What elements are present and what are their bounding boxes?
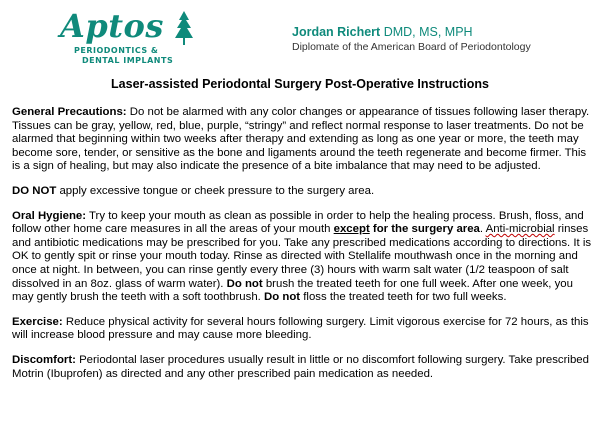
emphasis-surgery-area: for the surgery area <box>369 223 480 236</box>
section-text: Do not be alarmed with any color changes or appearance of tissues following laser therapy. Tissues can be gray, yellow, red, blue, purple, “stringy” and reflect normal response to laser treatments. Do not be alarmed that beginning within two weeks after therapy and extending as long as one year or more, the teeth may become sore, tender, or sensitive as the bone and ligaments around the teeth regenerate and become firmer. This is a sign of healing, but may also indicate the presence of a bite imbalance that may need to be adjusted. <box>12 106 590 173</box>
section-heading: Exercise: <box>12 315 63 328</box>
section-text: Reduce physical activity for several hours following surgery. Limit vigorous exercise for 72 hours, as this will increase blood pressure and may cause more bleeding. <box>12 315 589 342</box>
section-text: . <box>479 223 486 236</box>
section-text: apply excessive tongue or cheek pressure to the surgery area. <box>56 184 375 197</box>
practice-logo <box>60 8 200 68</box>
spellcheck-word: Anti-microbial <box>485 223 555 236</box>
doctor-credentials: DMD, MS, MPH <box>380 25 473 39</box>
section-heading: DO NOT <box>12 184 57 197</box>
section-exercise <box>12 316 592 343</box>
logo-name: Aptos <box>60 7 164 45</box>
section-heading: Oral Hygiene: <box>12 209 87 222</box>
section-text: rinses and antibiotic medications may be prescribed for you. Take any prescribed medications according to directions. It is OK to gently spit or rinse your mouth today. Rinse as directed with Stellalife mouthwash once in the morning and once at night. In between, you can rinse gently every three (3) hours with warm salt water (1/2 teaspoon of salt dissolved in an 8oz. glass of warm water). <box>12 223 592 290</box>
doctor-info <box>292 24 531 54</box>
doctor-subtitle: Diplomate of the American Board of Periodontology <box>292 41 531 53</box>
section-heading: Discomfort: <box>12 353 76 366</box>
logo-subtitle-line2: DENTAL IMPLANTS <box>82 56 174 65</box>
doctor-name: Jordan Richert <box>292 25 381 39</box>
logo-subtitle-line1: PERIODONTICS & <box>74 46 159 55</box>
section-do-not <box>12 185 592 199</box>
section-text: Try to keep your mouth as clean as possible in order to help the healing process. Brush, floss, and follow other home care measures in all the areas of your mouth <box>12 209 584 236</box>
section-text: floss the treated teeth for two full weeks. <box>300 291 507 304</box>
page-title: Laser-assisted Periodontal Surgery Post-Operative Instructions <box>111 77 489 91</box>
emphasis-do-not: Do not <box>264 291 301 304</box>
pine-tree-icon <box>174 10 194 46</box>
emphasis-do-not: Do not <box>226 277 263 290</box>
section-text: brush the treated teeth for one full week. After one week, you may gently brush the teeth with a soft toothbrush. <box>12 277 573 304</box>
section-discomfort <box>12 354 592 381</box>
section-oral-hygiene <box>12 210 592 305</box>
section-heading: General Precautions: <box>12 106 127 118</box>
instructions-body <box>12 106 592 392</box>
section-general-precautions <box>12 106 592 174</box>
section-text: Periodontal laser procedures usually result in little or no discomfort following surgery. Take prescribed Motrin (Ibuprofen) as directed and any other prescribed pain medication as needed. <box>12 353 589 380</box>
emphasis-except: except <box>333 223 370 236</box>
doctor-name-line <box>292 24 531 40</box>
